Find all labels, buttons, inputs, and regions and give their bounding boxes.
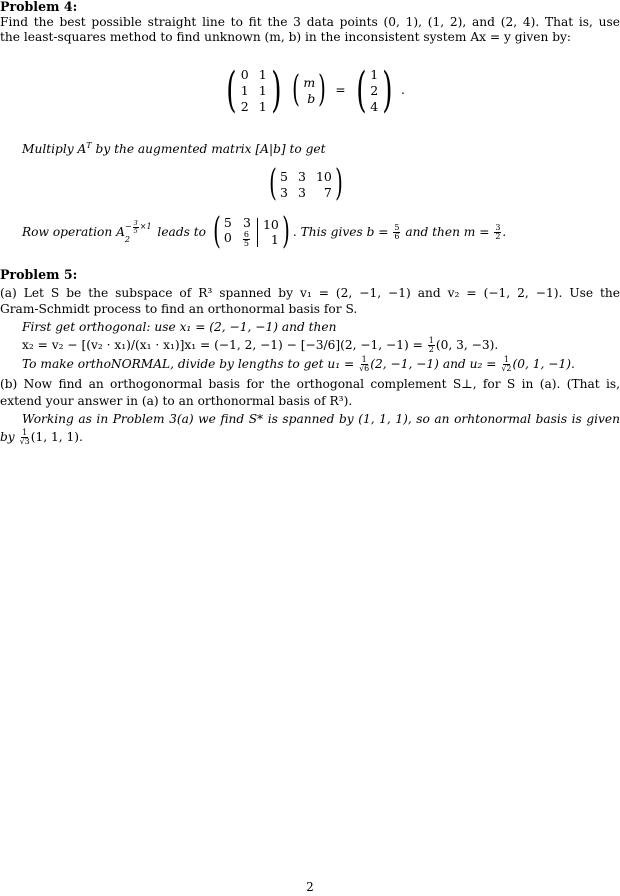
problem-5b-line-1: (b) Now find an orthogonormal basis for the orthogonal complement S⊥, for S in (a). (That is, <box>0 377 620 391</box>
matrix-cell: 2 <box>240 98 249 114</box>
matrix-cell: 1 <box>258 82 267 98</box>
vector-x <box>303 75 315 106</box>
matrix-cell: 5 <box>280 168 288 184</box>
matrix-cell: 1 <box>258 66 267 82</box>
working-line-1: Working as in Problem 3(a) we find S* is spanned by (1, 1, 1), so an orhtonormal basis is given <box>22 412 620 426</box>
vector-cell: b <box>307 90 316 106</box>
vector-y <box>370 67 378 114</box>
problem-5a-line-2: Gram-Schmidt process to find an orthonormal basis for S. <box>0 302 358 316</box>
vector-cell: 1 <box>370 66 379 82</box>
vector-cell: m <box>303 74 316 90</box>
matrix-cell: 3 <box>298 184 306 200</box>
page-number: 2 <box>306 880 314 894</box>
matrix-cell: 3 <box>298 168 306 184</box>
reduced-matrix-left: 5 3 0 $\frac{6}{5}$ <box>223 215 251 248</box>
matrix-a <box>241 67 267 114</box>
matrix-ata <box>280 169 332 200</box>
vector-cell: 2 <box>370 82 379 98</box>
problem-4-intro-line-2: the least-squares method to find unknown (m, b) in the inconsistent system Ax = y given by: <box>0 30 572 44</box>
multiply-instruction: Multiply $A^T$ by the augmented matrix [A|b] to get <box>22 141 326 157</box>
row-operation-line: Row operation A − $\frac{3}{5}$ ×1 2 leads to ( 5 3 0 $\frac{6}{5}$ 10 1 ) . This gives b = $\frac{5}{6}$ and then m = $\frac{3}{2}$ . <box>22 211 507 252</box>
equals-sign: = <box>335 83 346 97</box>
matrix-cell: 7 <box>323 184 332 200</box>
orthogonal-line-2: x₂ = v₂ − [(v₂ · x₁)/(x₁ · x₁)]x₁ = (−1, 2, −1) − [−3/6](2, −1, −1) = $\frac{1}{2}$ (0, 3, −3). <box>22 335 499 354</box>
matrix-cell: 1 <box>258 98 267 114</box>
normal-equation-matrix: ( 5 3 10 3 3 7 ) <box>269 163 343 204</box>
matrix-cell: 1 <box>240 82 249 98</box>
problem-5b-line-2: extend your answer in (a) to an orthonormal basis of R³). <box>0 394 353 408</box>
matrix-cell: 0 <box>240 66 249 82</box>
matrix-cell: 3 <box>280 184 288 200</box>
working-line-2: by $\frac{1}{√3}$ (1, 1, 1). <box>0 427 83 446</box>
problem-4-intro-line-1: Find the best possible straight line to fit the 3 data points (0, 1), (1, 2), and (2, 4). That is, use <box>0 15 620 29</box>
problem-5a-line-1: (a) Let S be the subspace of R³ spanned by v₁ = (2, −1, −1) and v₂ = (−1, 2, −1). Use the <box>0 286 620 300</box>
problem-4-heading: Problem 4: <box>0 0 78 14</box>
orthogonal-line-1: First get orthogonal: use x₁ = (2, −1, −1) and then <box>22 320 337 334</box>
vector-cell: 4 <box>370 98 379 114</box>
orthonormal-line: To make orthoNORMAL, divide by lengths to get u₁ = $\frac{1}{√6}$ (2, −1, −1) and u₂ = $\frac{1}{√2}$ (0, 1, −1). <box>22 354 575 373</box>
matrix-cell: 10 <box>315 168 332 184</box>
matrix-equation: ( 0 1 1 1 2 1 ) ( m b ) = ( 1 2 4 ) . <box>226 62 405 118</box>
equation-period: . <box>400 83 405 97</box>
reduced-matrix-right: 10 1 <box>257 218 279 247</box>
problem-5-heading: Problem 5: <box>0 267 78 282</box>
